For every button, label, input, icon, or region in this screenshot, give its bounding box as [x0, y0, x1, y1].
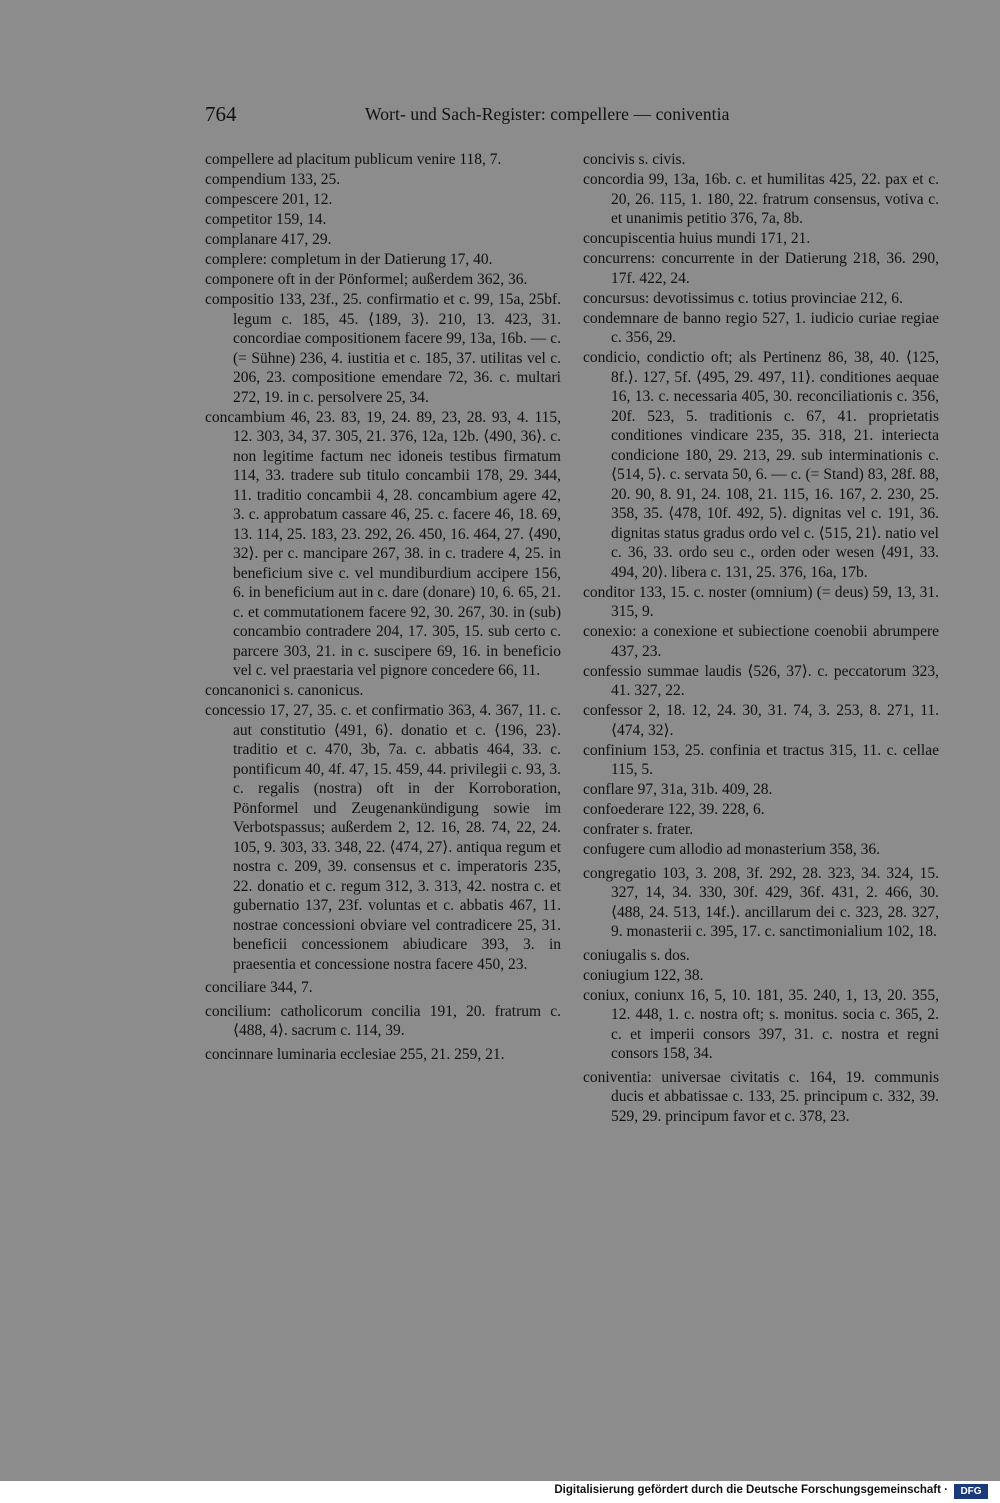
register-entry: concordia 99, 13a, 16b. c. et humilitas 425, 22. pax et c. 20, 26. 115, 1. 180, 22. fratrum consensus, votiva c. et unanimis petitio 376, 7a, 8b.	[583, 171, 939, 227]
register-entry: coniugalis s. dos.	[583, 946, 690, 964]
register-entry: conditor 133, 15. c. noster (omnium) (= deus) 59, 13, 31. 315, 9.	[583, 583, 939, 620]
register-entry: confoederare 122, 39. 228, 6.	[583, 801, 765, 818]
register-entry: concambium 46, 23. 83, 19, 24. 89, 23, 28. 93, 4. 115, 12. 303, 34, 37. 305, 21. 376, 12a, 12b. ⟨490, 36⟩. c. non legitime factum nec idoneis testibus firmatum 114, 33. tradere sub titulo concambii 178, 29. 344, 11. traditio concambii 4, 28. concambium agere 42, 3. c. approbatum cassare 46, 25. c. facere 46, 18. 69, 13. 114, 25. 183, 23. 292, 26. 450, 16. 464, 27. ⟨490, 32⟩. per c. mancipare 267, 38. in c. tradere 4, 25. in beneficium sive c. vel mundiburdium accipere 156, 6. in beneficium aut in c. dare (donare) 10, 6. 65, 21. c. et commutationem facere 92, 30. 267, 30. in (sub) concambio contradere 204, 17. 305, 15. sub certo c. parcere 303, 21. in c. suscipere 69, 16. in beneficio vel c. vel praestaria vel pignore concedere 66, 11.	[205, 408, 561, 679]
register-entry: competitor 159, 14.	[205, 211, 327, 228]
register-entry: concinnare luminaria ecclesiae 255, 21. 259, 21.	[205, 1045, 505, 1063]
register-entry: complere: completum in der Datierung 17, 40.	[205, 251, 493, 268]
page-header	[205, 102, 940, 130]
register-entry: coniugium 122, 38.	[583, 966, 704, 984]
register-entry: conflare 97, 31a, 31b. 409, 28.	[583, 781, 773, 798]
register-entry: concupiscentia huius mundi 171, 21.	[583, 230, 811, 247]
register-entry: concursus: devotissimus c. totius provinciae 212, 6.	[583, 289, 903, 307]
register-entry: concilium: catholicorum concilia 191, 20. fratrum c. ⟨488, 4⟩. sacrum c. 114, 39.	[205, 1002, 561, 1039]
register-entry: concessio 17, 27, 35. c. et confirmatio 363, 4. 367, 11. c. aut constitutio ⟨491, 6⟩. donatio et c. ⟨196, 23⟩. traditio et c. 470, 3b, 7a. c. abbatis 464, 33. c. pontificum 40, 4f. 47, 15. 459, 44. privilegii c. 93, 3. c. regalis (nostra) oft in der Korroboration, Pönformel und Zeugenankündigung sowie im Verbotspassus; außerdem 2, 12. 16, 28. 74, 22, 24. 105, 9. 303, 33. 348, 22. ⟨474, 27⟩. antiqua regum et nostra c. 209, 39. consensus et c. imperatoris 235, 22. donatio et c. regum 312, 3. 313, 42. nostra c. et gubernatio 137, 23f. voluntas et c. abbatis 467, 11. nostrae concessioni obviare vel contradicere 25, 31. beneficii concessionem abiudicare 393, 3. in praesentia et concessione nostra facere 450, 23.	[205, 702, 561, 973]
register-entry: concivis s. civis.	[583, 151, 686, 168]
register-entry: confessor 2, 18. 12, 24. 30, 31. 74, 3. 253, 8. 271, 11. ⟨474, 32⟩.	[583, 702, 939, 739]
register-entry: complanare 417, 29.	[205, 231, 332, 248]
register-entry: condicio, condictio oft; als Pertinenz 86, 38, 40. ⟨125, 8f.⟩. 127, 5f. ⟨495, 29. 497, 11⟩. conditiones aequae 16, 13. c. necessaria 405, 30. reconciliationis c. 356, 20f. 523, 5. traditionis c. 67, 41. proprietatis conditiones vindicare 235, 35. 318, 21. interiecta condicione 180, 29. 213, 29. sub interminationis c. ⟨514, 5⟩. c. servata 50, 6. — c. (= Stand) 83, 28f. 88, 20. 90, 8. 91, 24. 108, 21. 115, 16. 167, 2. 230, 25. 358, 35. ⟨478, 10f. 492, 5⟩. dignitas vel c. 191, 36. dignitas status gradus ordo vel c. ⟨515, 21⟩. natio vel c. 36, 33. ordo seu c., orden oder wesen ⟨491, 33. 494, 20⟩. libera c. 131, 25. 376, 16a, 17b.	[583, 349, 939, 581]
register-entry: confessio summae laudis ⟨526, 37⟩. c. peccatorum 323, 41. 327, 22.	[583, 662, 939, 699]
register-entry: confrater s. frater.	[583, 821, 694, 838]
register-entry: confugere cum allodio ad monasterium 358, 36.	[583, 841, 881, 858]
register-entry: compositio 133, 23f., 25. confirmatio et c. 99, 15a, 25bf. legum c. 185, 45. ⟨189, 3⟩. 210, 13. 423, 31. concordiae compositionem facere 99, 13a, 16b. — c. (= Sühne) 236, 4. iustitia et c. 185, 37. utilitas vel c. 206, 23. compositione emendare 72, 36. c. multari 272, 19. in c. persolvere 25, 34.	[205, 291, 561, 406]
funding-footer	[0, 1481, 1000, 1503]
register-entry: coniux, coniunx 16, 5, 10. 181, 35. 240, 1, 13, 20. 355, 12. 448, 1. c. nostra oft; s. monitus. socia c. 365, 2. c. et imperii consors 397, 31. c. nostra et regni consors 158, 34.	[583, 986, 939, 1062]
page-number: 764	[205, 102, 237, 126]
register-entry: concurrens: concurrente in der Datierung 218, 36. 290, 17f. 422, 24.	[583, 250, 939, 287]
register-entry: compellere ad placitum publicum venire 118, 7.	[205, 151, 502, 168]
register-entry: compescere 201, 12.	[205, 191, 333, 208]
register-entry: condemnare de banno regio 527, 1. iudicio curiae regiae c. 356, 29.	[583, 309, 939, 346]
dfg-logo: DFG	[954, 1484, 988, 1499]
register-entry: conciliare 344, 7.	[205, 979, 313, 996]
register-entry: conexio: a conexione et subiectione coenobii abrumpere 437, 23.	[583, 623, 939, 660]
register-entry: concanonici s. canonicus.	[205, 682, 364, 699]
register-entry: congregatio 103, 3. 208, 3f. 292, 28. 323, 34. 324, 15. 327, 14, 34. 330, 30f. 429, 36f. 431, 2. 466, 30. ⟨488, 24. 513, 14f.⟩. ancillarum dei c. 323, 28. 327, 9. monasterii c. 395, 17. c. sanctimonialium 102, 18.	[583, 864, 939, 940]
register-entry: confinium 153, 25. confinia et tractus 315, 11. c. cellae 115, 5.	[583, 741, 939, 778]
register-entry: componere oft in der Pönformel; außerdem 362, 36.	[205, 271, 528, 288]
running-title: Wort- und Sach-Register: compellere — coniventia	[365, 104, 730, 124]
register-entry: compendium 133, 25.	[205, 171, 341, 188]
register-entry: coniventia: universae civitatis c. 164, 19. communis ducis et abbatissae c. 133, 25. principum c. 332, 39. 529, 29. principum favor et c. 378, 23.	[583, 1068, 939, 1125]
left-column	[205, 150, 561, 1065]
right-column	[583, 150, 939, 1127]
funding-credit: Digitalisierung gefördert durch die Deutsche Forschungsgemeinschaft ·	[554, 1484, 948, 1496]
